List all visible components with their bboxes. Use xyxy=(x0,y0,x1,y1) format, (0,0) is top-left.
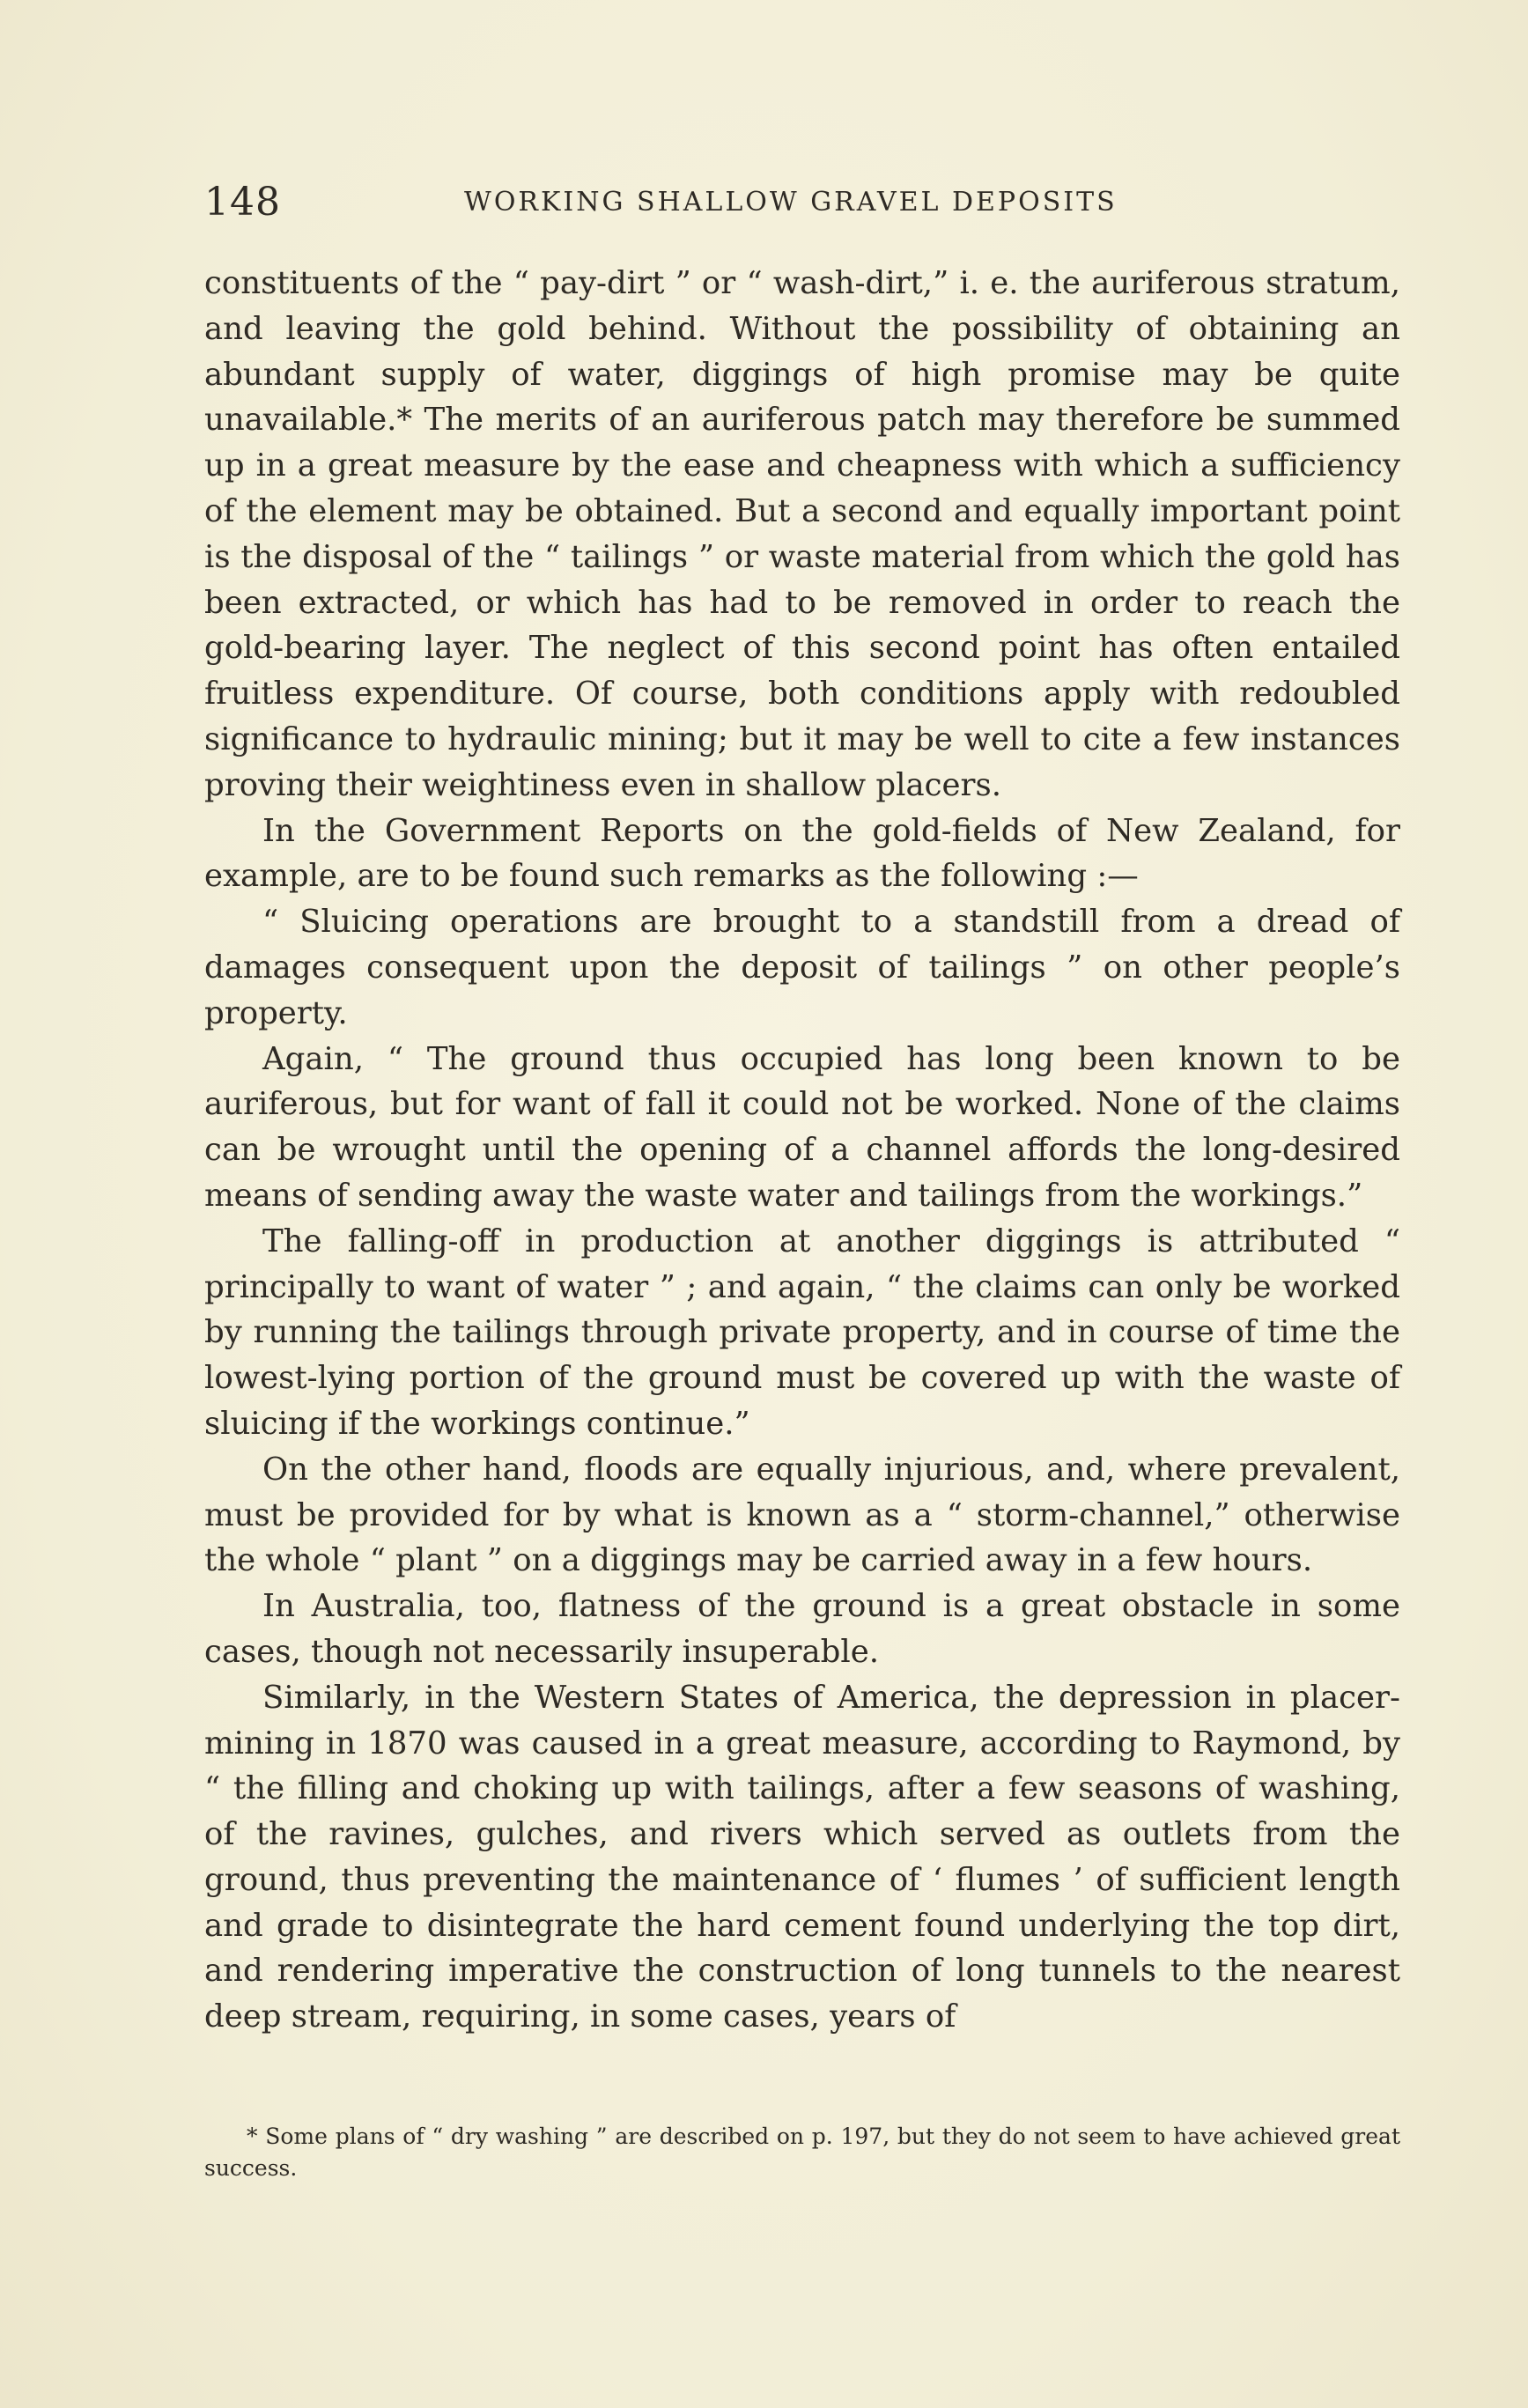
paragraph-again-quote: Again, “ The ground thus occupied has long been known to be auriferous, but for want of fall it could not be worked. None of the claims can be wrought until the opening of a channel affords the long-desired means of sending away the waste water and tailings from the workings.” xyxy=(204,1040,1400,1214)
paragraph-floods: On the other hand, floods are equally injurious, and, where prevalent, must be provided for by what is known as a “ storm-channel,” otherwise the whole “ plant ” on a diggings may be carried away in a few hours. xyxy=(204,1451,1400,1579)
page-header xyxy=(204,176,1138,229)
page-number: 148 xyxy=(204,180,281,225)
paragraph-falling-off: The falling-off in production at another diggings is attributed “ principally to want of water ” ; and again, “ the claims can only be worked by running the tailings through private property, and in course of time the lowest-lying portion of the ground must be covered up with the waste of sluicing if the workings continue.” xyxy=(204,1222,1400,1442)
paragraph-new-zealand-reports: In the Government Reports on the gold-fields of New Zealand, for example, are to be found such remarks as the following :— xyxy=(204,812,1400,895)
body-text xyxy=(204,261,1400,2040)
footnote: * Some plans of “ dry washing ” are described on p. 197, but they do not seem to have achieved great success. xyxy=(204,2124,1400,2181)
paragraph-continuation: constituents of the “ pay-dirt ” or “ wash-dirt,” i. e. the auriferous stratum, and leaving the gold behind. Without the possibility of obtaining an abundant supply of water, diggings of high promise may be quite unavailable.* The merits of an auriferous patch may therefore be summed up in a great measure by the ease and cheapness with which a sufficiency of the element may be obtained. But a second and equally important point is the disposal of the “ tailings ” or waste material from which the gold has been extracted, or which has had to be removed in order to reach the gold-bearing layer. The neglect of this second point has often entailed fruitless expenditure. Of course, both conditions apply with redoubled significance to hydraulic mining; but it may be well to cite a few instances proving their weightiness even in shallow placers. xyxy=(204,265,1400,803)
paragraph-western-states: Similarly, in the Western States of America, the depression in placer-mining in 1870 was caused in a great measure, according to Raymond, by “ the filling and choking up with tailings, after a few seasons of washing, of the ravines, gulches, and rivers which served as outlets from the ground, thus preventing the maintenance of ‘ flumes ’ of sufficient length and grade to disintegrate the hard cement found underlying the top dirt, and rendering imperative the construction of long tunnels to the nearest deep stream, requiring, in some cases, years of xyxy=(204,1679,1400,2035)
paragraph-sluicing-quote: “ Sluicing operations are brought to a standstill from a dread of damages consequent upon the deposit of tailings ” on other people’s property. xyxy=(204,904,1400,1031)
paragraph-australia: In Australia, too, flatness of the ground is a great obstacle in some cases, though not necessarily insuperable. xyxy=(204,1588,1400,1670)
running-head: WORKING SHALLOW GRAVEL DEPOSITS xyxy=(464,187,1118,218)
